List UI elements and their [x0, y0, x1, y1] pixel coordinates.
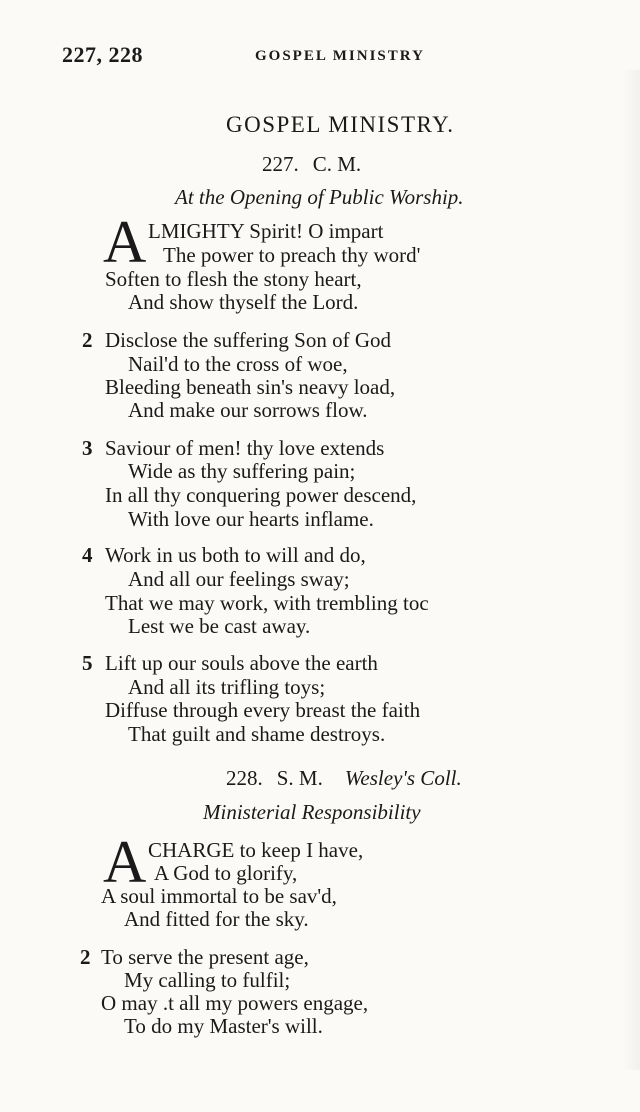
hymn-line: Lift up our souls above the earth: [105, 651, 378, 675]
hymn-228-occasion: Ministerial Responsibility: [203, 800, 421, 824]
stanza-number: 5: [82, 651, 93, 675]
page-bleed-edge: [622, 70, 640, 1070]
hymn-line: Saviour of men! thy love extends: [105, 436, 385, 460]
stanza-number: 2: [80, 945, 91, 969]
hymn-line: That we may work, with trembling toc: [105, 591, 429, 615]
hymn-number: 227.: [262, 152, 299, 176]
hymn-meter: C. M.: [312, 152, 362, 176]
hymn-line: To do my Master's will.: [124, 1014, 323, 1038]
running-title: GOSPEL MINISTRY: [255, 48, 425, 64]
stanza-number: 3: [82, 436, 93, 460]
hymn-line: And fitted for the sky.: [124, 907, 309, 931]
hymn-line: The power to preach thy word': [163, 243, 421, 267]
drop-cap: A: [103, 209, 147, 275]
hymn-line: Work in us both to will and do,: [105, 543, 366, 567]
hymn-line: A God to glorify,: [154, 861, 298, 885]
hymn-line: Diffuse through every breast the faith: [105, 698, 421, 722]
section-title: GOSPEL MINISTRY.: [226, 112, 455, 137]
hymn-line: Wide as thy suffering pain;: [128, 459, 356, 483]
hymn-line: To serve the present age,: [101, 945, 309, 969]
hymn-number: 228.: [226, 766, 263, 790]
hymn-line: And all its trifling toys;: [128, 675, 326, 699]
hymn-meter: S. M.: [276, 766, 323, 790]
hymn-line: With love our hearts inflame.: [128, 507, 374, 531]
running-page-numbers: 227, 228: [62, 42, 143, 67]
stanza-number: 2: [82, 328, 93, 352]
hymn-line: Lest we be cast away.: [128, 614, 311, 638]
hymn-line: A soul immortal to be sav'd,: [101, 884, 337, 908]
hymn-line: And all our feelings sway;: [128, 567, 350, 591]
hymn-line: CHARGE to keep I have,: [148, 838, 364, 862]
hymn-line: Nail'd to the cross of woe,: [128, 352, 348, 376]
hymn-228-heading: [226, 766, 462, 791]
hymn-line: Bleeding beneath sin's neavy load,: [105, 375, 396, 399]
drop-cap: A: [103, 829, 147, 895]
hymn-line: That guilt and shame destroys.: [128, 722, 386, 746]
hymn-line: Disclose the suffering Son of God: [105, 328, 391, 352]
hymn-line: O may .t all my powers engage,: [101, 991, 369, 1015]
hymn-227-heading: [262, 152, 361, 177]
hymn-line: LMIGHTY Spirit! O impart: [148, 219, 384, 243]
stanza-number: 4: [82, 543, 93, 567]
hymn-line: And show thyself the Lord.: [128, 290, 359, 314]
hymn-line: My calling to fulfil;: [124, 968, 291, 992]
hymn-author: Wesley's Coll.: [344, 766, 462, 790]
hymn-227-occasion: At the Opening of Public Worship.: [175, 185, 464, 209]
hymn-line: Soften to flesh the stony heart,: [105, 267, 362, 291]
hymn-line: In all thy conquering power descend,: [105, 483, 417, 507]
hymn-line: And make our sorrows flow.: [128, 398, 368, 422]
